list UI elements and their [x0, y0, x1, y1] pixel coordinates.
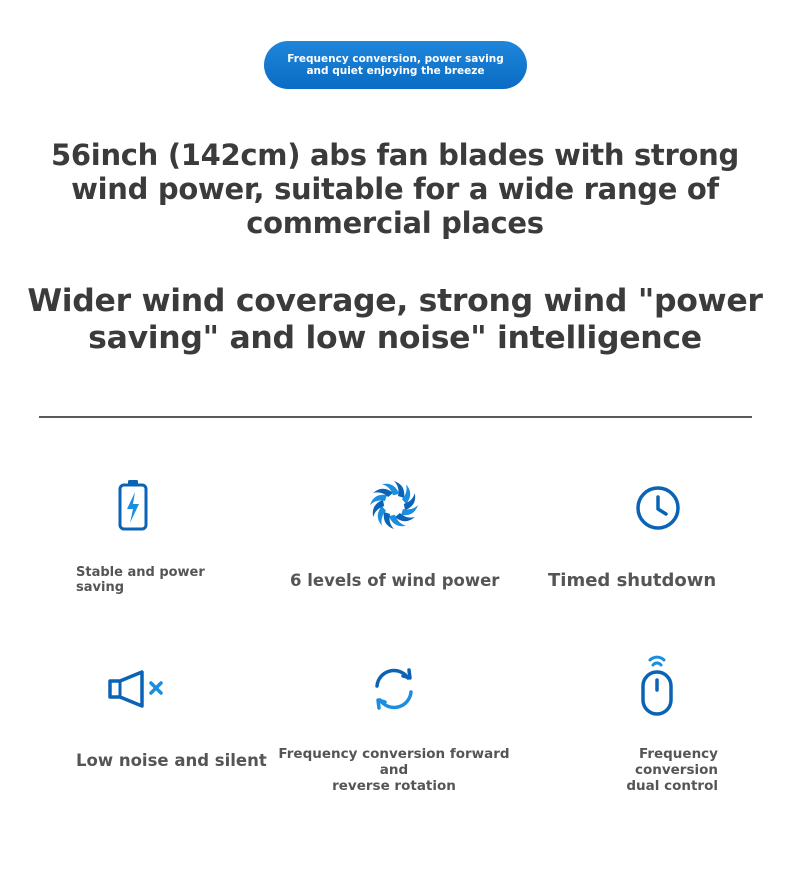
- headline-secondary: [0, 283, 790, 357]
- feature-wind-levels-line-1: 6 levels of wind power: [290, 571, 500, 590]
- feature-power-saving-label: [76, 565, 205, 595]
- headline-primary-line-3: commercial places: [246, 206, 544, 240]
- feature-dual-control-line-1: Frequency conversion: [634, 746, 718, 778]
- headline-primary-line-2: wind power, suitable for a wide range of: [71, 172, 719, 206]
- rotation-icon: [369, 664, 419, 714]
- headline-primary-line-1: 56inch (142cm) abs fan blades with strong: [51, 138, 739, 172]
- remote-control-icon: [637, 650, 677, 718]
- feature-rotation-line-1: Frequency conversion forward and: [278, 746, 510, 778]
- fan-icon: [367, 478, 421, 532]
- feature-low-noise-label: [76, 751, 267, 771]
- feature-power-saving-line-2: saving: [76, 580, 125, 595]
- mute-speaker-icon: [106, 669, 166, 709]
- battery-icon: [116, 478, 150, 532]
- section-divider: [39, 416, 752, 418]
- clock-icon: [634, 484, 682, 532]
- banner-line-1: Frequency conversion, power saving: [287, 53, 504, 65]
- feature-wind-levels-label: [290, 571, 499, 591]
- feature-power-saving-line-1: Stable and power: [76, 565, 205, 580]
- headline-secondary-line-2: saving" and low noise" intelligence: [88, 320, 702, 356]
- banner-line-2: and quiet enjoying the breeze: [306, 65, 485, 77]
- banner-pill: [264, 41, 527, 89]
- headline-secondary-line-1: Wider wind coverage, strong wind "power: [27, 283, 763, 319]
- feature-low-noise-line-1: Low noise and silent: [76, 751, 267, 770]
- feature-rotation-line-2: reverse rotation: [332, 778, 456, 794]
- feature-dual-control-line-2: dual control: [626, 778, 718, 794]
- feature-timed-shutdown-line-1: Timed shutdown: [548, 570, 717, 591]
- feature-timed-shutdown-label: [548, 570, 716, 592]
- headline-primary: [0, 138, 790, 240]
- feature-rotation-label: [264, 746, 524, 794]
- feature-dual-control-label: [552, 746, 718, 794]
